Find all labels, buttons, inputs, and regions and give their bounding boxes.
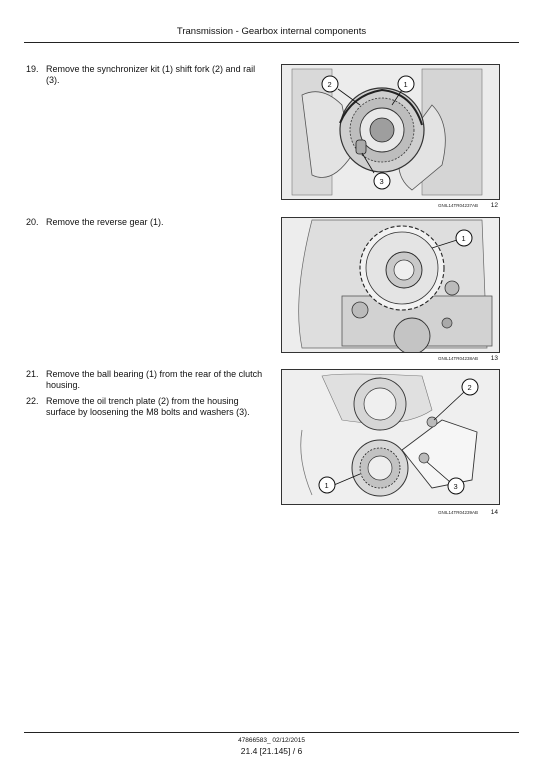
- figure-14-image: [281, 369, 500, 505]
- figure-12-image: [281, 64, 500, 200]
- callout-label: 1: [403, 80, 408, 89]
- step-21: [26, 369, 266, 393]
- callout-label: 2: [327, 80, 332, 89]
- callout-label: 1: [461, 234, 466, 243]
- header-rule: [24, 42, 519, 43]
- step-number: 19.: [26, 64, 39, 74]
- step-text: Remove the reverse gear (1).: [46, 217, 164, 227]
- step-number: 21.: [26, 369, 39, 379]
- figure-number: 13: [490, 355, 498, 362]
- figure-code: GNIL14TR04239AB: [437, 510, 478, 515]
- step-text: Remove the synchronizer kit (1) shift fork (2) and rail (3).: [46, 64, 256, 85]
- footer-page-number: 21.4 [21.145] / 6: [240, 746, 303, 756]
- step-number: 20.: [26, 217, 39, 227]
- figure-12-caption: [281, 203, 498, 211]
- callout-label: 3: [453, 482, 458, 491]
- footer-rule: [24, 732, 519, 733]
- callout-label: 3: [379, 177, 384, 186]
- step-text: Remove the ball bearing (1) from the rear of the clutch housing.: [46, 369, 263, 390]
- figure-13-image: [281, 217, 500, 353]
- reverse-gear-illustration: [282, 218, 499, 352]
- step-number: 22.: [26, 396, 39, 406]
- step-text: Remove the oil trench plate (2) from the housing surface by loosening the M8 bolts and washers (3).: [46, 396, 250, 417]
- clutch-housing-illustration: [282, 370, 499, 504]
- synchronizer-kit-illustration: [282, 65, 499, 199]
- figure-13-caption: [281, 356, 498, 364]
- callout-label: 1: [324, 481, 329, 490]
- figure-code: GNIL14TR04237AB: [437, 203, 478, 208]
- callout-label: 2: [467, 383, 472, 392]
- footer-doc-code: 47866583_ 02/12/2015: [238, 737, 305, 744]
- page-header-title: Transmission - Gearbox internal components: [176, 26, 367, 37]
- step-22: [26, 396, 266, 432]
- step-19: [26, 64, 266, 88]
- figure-14-caption: [281, 510, 498, 518]
- step-20: [26, 217, 266, 229]
- figure-number: 12: [490, 202, 498, 209]
- reverse-gear-icon: [360, 226, 444, 310]
- figure-number: 14: [490, 509, 498, 516]
- figure-code: GNIL14TR04238AB: [437, 356, 478, 361]
